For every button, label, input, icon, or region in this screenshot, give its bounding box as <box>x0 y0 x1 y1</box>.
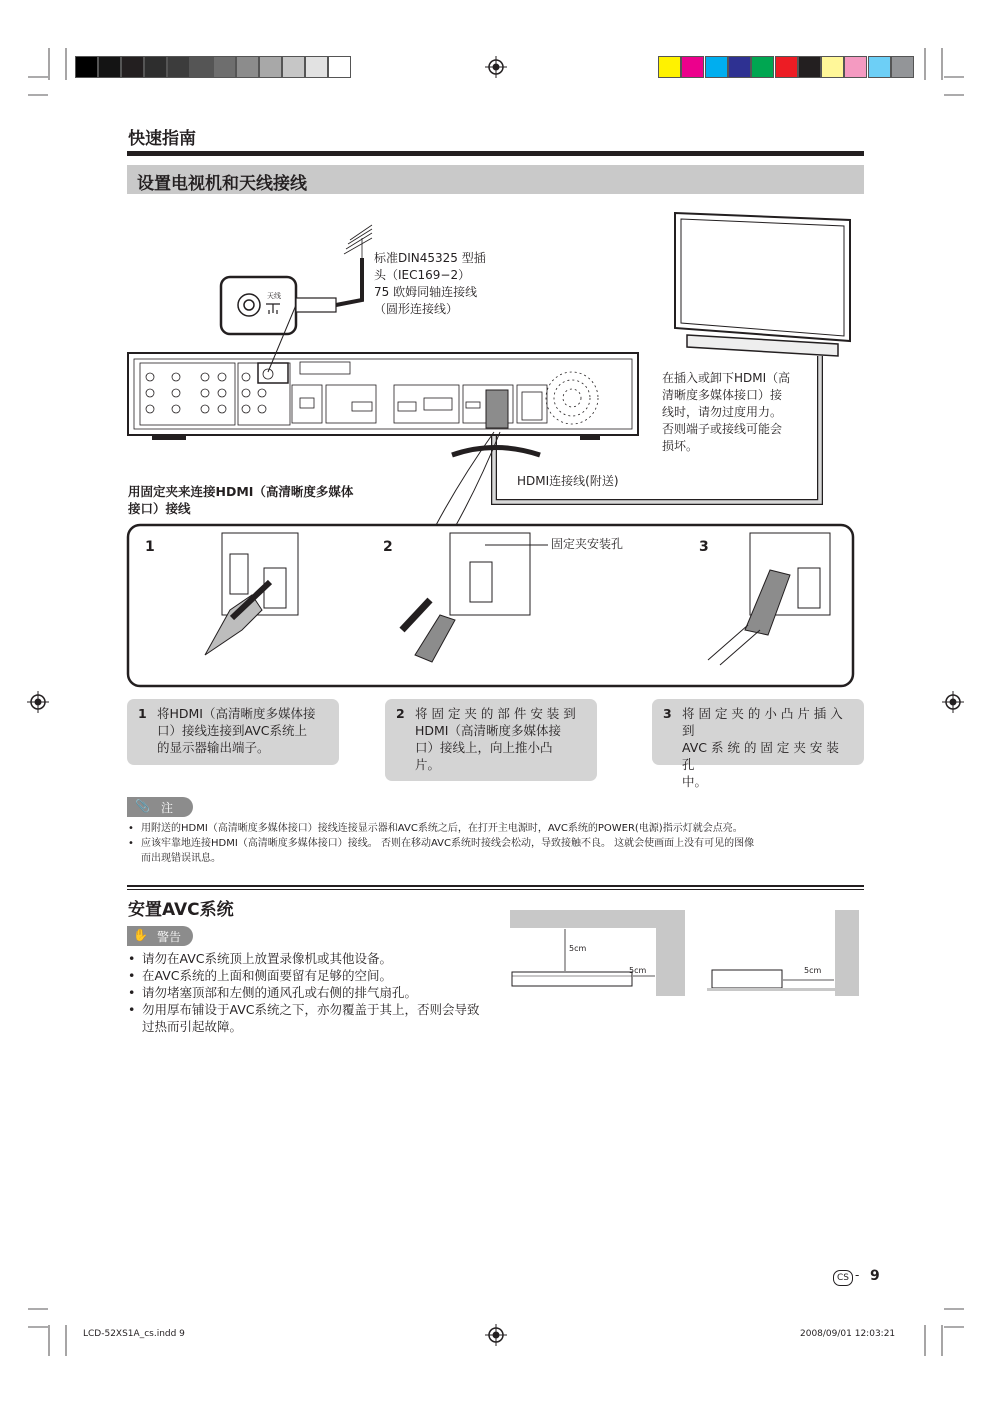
step-box-2 <box>385 699 597 781</box>
warning-item: 请勿堵塞顶部和左侧的通风孔或右侧的排气扇孔。 <box>142 985 418 1000</box>
step-text: 将 固 定 夹 的 小 凸 片 插 入 到 <box>682 706 843 738</box>
step-box-1 <box>127 699 339 765</box>
hand-warning-icon: ✋ <box>133 928 148 942</box>
step-text: 口）接线上，向上推小凸 <box>415 740 553 755</box>
warning-item: 过热而引起故障。 <box>142 1019 243 1034</box>
step-text: HDMI（高清晰度多媒体接 <box>415 723 561 738</box>
caption-line: 标准DIN45325 型插 <box>374 251 486 265</box>
caption-line: 线时，请勿过度用力。 <box>662 405 783 419</box>
clearance-label: 5cm <box>629 966 647 975</box>
section-rule <box>127 889 864 890</box>
antenna-rod-icon <box>344 225 372 258</box>
step-text: AVC 系 统 的 固 定 夹 安 装 孔 <box>682 740 839 772</box>
caption-line: 在插入或卸下HDMI（高 <box>662 371 791 385</box>
avc-system-rear <box>128 353 638 440</box>
install-title: 安置AVC系统 <box>128 900 234 920</box>
step-text: 口）接线连接到AVC系统上 <box>157 723 308 738</box>
step-text: 将HDMI（高清晰度多媒体接 <box>157 706 316 721</box>
section-heading: 快速指南 <box>128 129 196 149</box>
caption-line: 否则端子或接线可能会 <box>662 422 783 436</box>
tv-illustration <box>675 213 850 356</box>
hdmi-warning-caption <box>662 370 790 455</box>
warning-item: 勿用厚布铺设于AVC系统之下，亦勿覆盖于其上，否则会导致 <box>142 1002 480 1017</box>
diagram-step-1: 1 <box>145 539 155 555</box>
note-item: • <box>128 838 134 849</box>
note-tag-label: 注 <box>161 801 174 815</box>
note-item-text: 用附送的HDMI（高清晰度多媒体接口）接线连接显示器和AVC系统之后，在打开主电源时，AVC系统的POWER(电源)指示灯就会点亮。 <box>141 823 743 834</box>
note-item: • <box>128 823 134 834</box>
dash: - <box>855 1268 860 1282</box>
diagram-step-2: 2 <box>383 539 393 555</box>
caption-line: 清晰度多媒体接口）接 <box>662 388 783 402</box>
warning-item: 在AVC系统的上面和侧面要留有足够的空间。 <box>142 968 393 983</box>
section-rule <box>127 885 864 887</box>
warning-tag-label: 警告 <box>157 930 182 944</box>
hdmi-cable-caption: HDMI连接线(附送) <box>517 474 619 488</box>
step-number: 1 <box>138 706 147 721</box>
diagram-step-3: 3 <box>699 539 709 555</box>
bullet: • <box>128 985 136 1000</box>
caption-line: （圆形连接线） <box>374 302 459 316</box>
note-tag <box>127 797 193 817</box>
step-text: 片。 <box>415 757 441 772</box>
antenna-cable-caption <box>374 250 486 318</box>
step-text: 将 固 定 夹 的 部 件 安 装 到 <box>415 706 576 721</box>
step-number: 3 <box>663 706 672 721</box>
clamp-heading <box>128 483 353 517</box>
clearance-label: 5cm <box>569 944 587 953</box>
language-badge: CS <box>833 1270 853 1286</box>
warning-item: 请勿在AVC系统顶上放置录像机或其他设备。 <box>142 951 393 966</box>
step-text: 中。 <box>682 774 708 789</box>
step-box-3 <box>652 699 864 789</box>
note-item-text: 应该牢靠地连接HDMI（高清晰度多媒体接口）接线。 否则在移动AVC系统时接线会松动，导致接触不良。 这就会使画面上没有可见的图像 <box>141 838 755 849</box>
paperclip-icon: 📎 <box>135 799 150 813</box>
warning-tag <box>127 926 193 946</box>
footer-filename: LCD-52XS1A_cs.indd 9 <box>83 1329 185 1339</box>
clearance-label: 5cm <box>804 966 822 975</box>
page-title: 设置电视机和天线接线 <box>137 174 307 194</box>
bullet: • <box>128 968 136 983</box>
caption-line: 75 欧姆同轴连接线 <box>374 285 478 299</box>
clamp-heading-line: 接口）接线 <box>128 501 191 516</box>
clearance-diagram <box>510 910 862 1000</box>
bullet: • <box>128 951 136 966</box>
clamp-hole-caption: 固定夹安装孔 <box>551 537 624 551</box>
caption-line: 损坏。 <box>662 439 699 453</box>
step-text: 的显示器输出端子。 <box>157 740 270 755</box>
caption-line: 头（IEC169−2） <box>374 268 471 282</box>
page-number: 9 <box>870 1268 880 1284</box>
antenna-port-label: 天线 <box>267 292 281 300</box>
note-item-text: 而出现错误讯息。 <box>141 853 221 864</box>
step-number: 2 <box>396 706 405 721</box>
footer-timestamp: 2008/09/01 12:03:21 <box>800 1329 896 1339</box>
clamp-heading-line: 用固定夹来连接HDMI（高清晰度多媒体 <box>128 484 354 499</box>
bullet: • <box>128 1002 136 1017</box>
